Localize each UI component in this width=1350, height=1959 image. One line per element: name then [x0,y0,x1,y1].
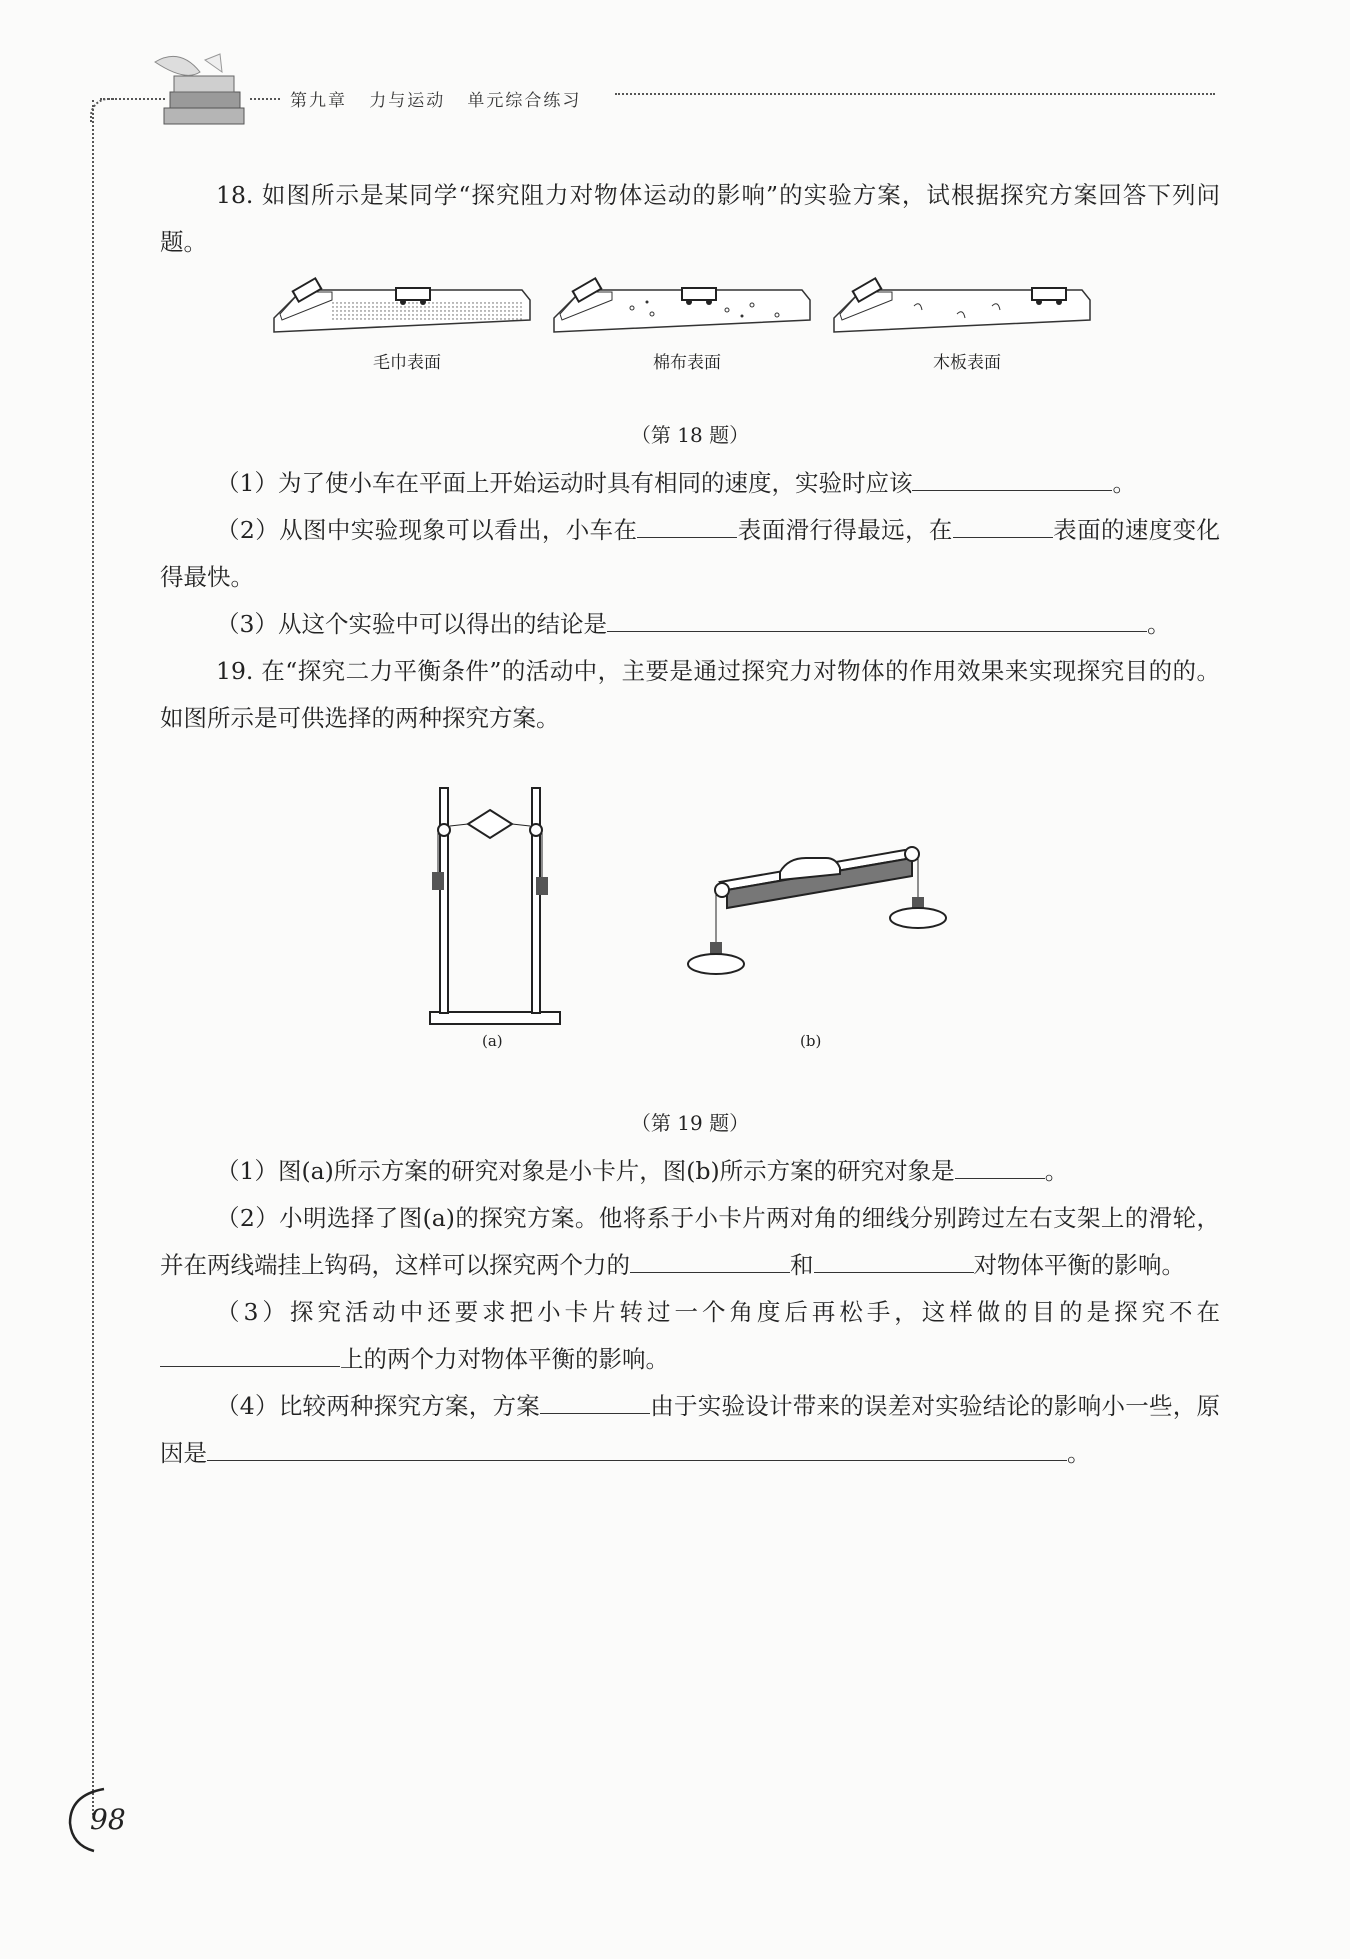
q19-sub1 [160,1148,1220,1195]
cotton-surface-diagram [552,270,822,380]
q19-caption: （第 19 题） [630,1111,750,1135]
q19-sub2-blank-1[interactable] [630,1246,790,1273]
fig-a-label: (a) [482,1032,503,1050]
q19-sub3-text-b: 上的两个力对物体平衡的影响。 [340,1345,669,1373]
q18-sub1-text: （1）为了使小车在平面上开始运动时具有相同的速度，实验时应该 [216,469,913,497]
q19-sub2-text-c: 对物体平衡的影响。 [973,1251,1185,1279]
q19-sub4-text-a: （4）比较两种探究方案，方案 [216,1392,540,1420]
cotton-surface-label: 棉布表面 [653,353,721,373]
q19-sub4 [160,1383,1220,1477]
q19-sub2 [160,1195,1220,1289]
page-content [160,172,1220,1477]
cart-track-apparatus [688,847,946,974]
q19-sub3-text-a: （3）探究活动中还要求把小卡片转过一个角度后再松手，这样做的目的是探究不在 [216,1298,1220,1326]
towel-surface-label: 毛巾表面 [373,353,441,373]
q18-sub1-blank[interactable] [912,464,1112,491]
q18-sub2-text-c: 表面的速度变化得最快。 [160,516,1221,591]
equilibrium-apparatus-diagram [160,772,1220,1072]
q19-stem: 19. 在“探究二力平衡条件”的活动中，主要是通过探究力对物体的作用效果来实现探究目的的。如图所示是可供选择的两种探究方案。 [160,657,1220,732]
q18-sub3-end: 。 [1146,610,1171,638]
q18-sub2-text-a: （2）从图中实验现象可以看出，小车在 [216,516,638,544]
q19-sub1-end: 。 [1044,1157,1069,1185]
q18-sub1 [160,460,1220,507]
towel-surface-diagram [272,270,542,380]
q19-sub4-end: 。 [1067,1439,1091,1467]
q19-sub2-text-b: 和 [790,1251,814,1279]
q18-sub2 [160,507,1220,601]
q19-sub4-blank-2[interactable] [207,1434,1067,1461]
q18-figure [160,270,1220,420]
q18-sub3-text: （3）从这个实验中可以得出的结论是 [216,610,607,638]
header-dotted-rule-right [615,93,1215,95]
q19-figure [160,772,1220,1122]
margin-dotted-rule [92,100,94,1815]
chapter-title: 第九章 力与运动 单元综合练习 [284,86,587,111]
q18-sub1-end: 。 [1112,469,1136,497]
fig-b-label: (b) [800,1032,822,1050]
q19-sub2-blank-2[interactable] [814,1246,974,1273]
page-header [0,0,1350,140]
q18-sub2-text-b: 表面滑行得最远，在 [737,516,953,544]
books-icon [150,52,260,142]
q18-stem: 18. 如图所示是某同学“探究阻力对物体运动的影响”的实验方案，试根据探究方案回答下列问题。 [160,181,1220,256]
card-stand-apparatus [430,788,560,1024]
q18-sub2-blank-2[interactable] [953,511,1053,538]
q19-sub2-text-a: （2）小明选择了图(a)的探究方案。他将系于小卡片两对角的细线分别跨过左右支架上的滑轮，并在两线端挂上钩码，这样可以探究两个力的 [160,1204,1220,1279]
q19-sub3 [160,1289,1220,1383]
q18-sub3 [160,601,1220,648]
page-number: 98 [90,1803,126,1836]
q19-sub3-blank[interactable] [160,1340,340,1367]
wood-surface-diagram [832,270,1102,380]
q18-sub2-blank-1[interactable] [637,511,737,538]
q18-caption: （第 18 题） [630,423,750,447]
q19-sub1-text: （1）图(a)所示方案的研究对象是小卡片，图(b)所示方案的研究对象是 [216,1157,955,1185]
q19-sub1-blank[interactable] [955,1152,1045,1179]
wood-surface-label: 木板表面 [933,353,1001,373]
header-dotted-rule-mid [250,98,280,100]
q19-sub4-text-b: 由于实验设计带来的误差对实验结论的影响小一些，原因是 [160,1392,1220,1467]
q19-sub4-blank-1[interactable] [540,1387,650,1414]
q18-sub3-blank[interactable] [607,605,1147,632]
